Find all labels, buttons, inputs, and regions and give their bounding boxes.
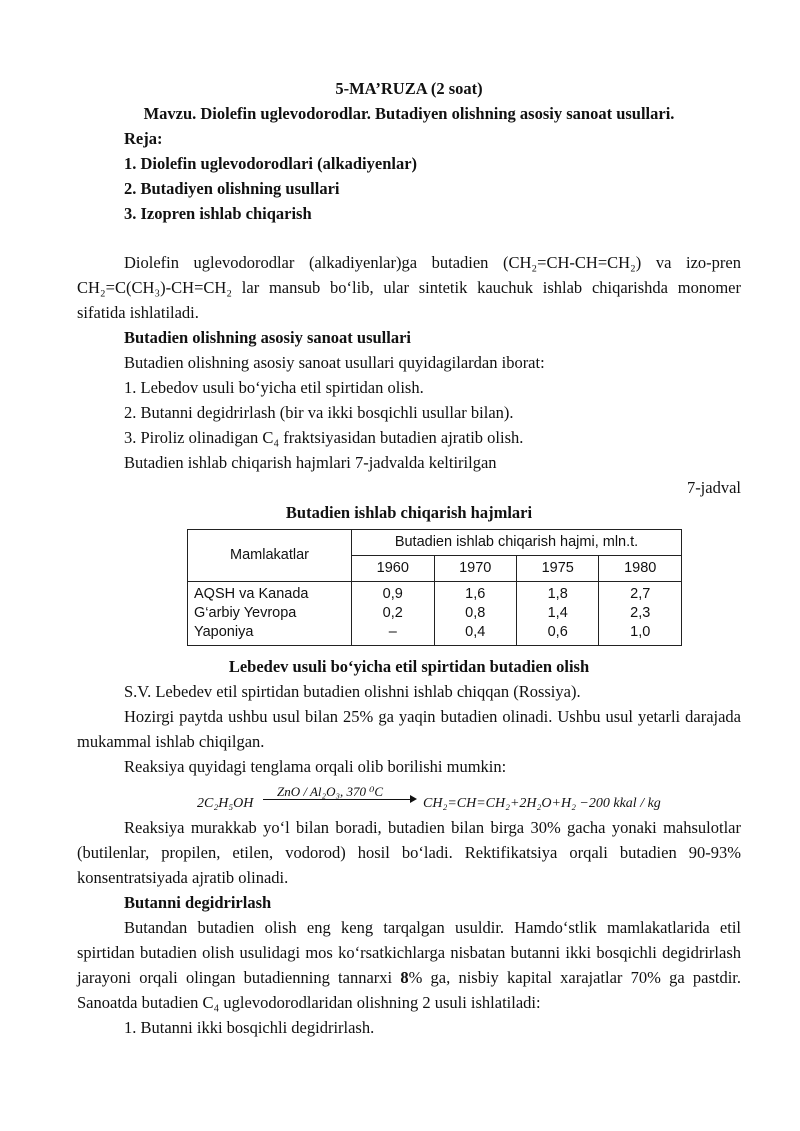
lebedev-heading: Lebedev usuli bo‘yicha etil spirtidan butadien olish [228, 657, 590, 676]
reaction-equation [77, 781, 741, 815]
equation-lhs: 2C₂H₅OH [197, 796, 254, 811]
plan-item: 1. Diolefin uglevodorodlari (alkadiyenlar) [124, 154, 418, 173]
method-item: 3. Piroliz olinadigan C₄ fraktsiyasidan butadien ajratib olish. [124, 428, 524, 447]
values-1960 [352, 582, 434, 646]
intro-paragraph: Diolefin uglevodorodlar (alkadiyenlar)ga butadien (CH₂=CH-CH=CH₂) va izo-pren CH₂=C(CH₃)-CH=CH₂ lar mansub bo‘lib, ular sintetik kauchuk ishlab chiqarishda monomer sifatida ishlatiladi. [77, 253, 741, 322]
lebedev-paragraph: Hozirgi paytda ushbu usul bilan 25% ga yaqin butadien olinadi. Ushbu usul yetarli darajada mukammal ishlab chiqilgan. [77, 707, 741, 751]
country-name: AQSH va Kanada [194, 586, 309, 602]
butane-bold-value: 8 [400, 968, 409, 987]
header-country: Mamlakatlar [188, 530, 352, 582]
lebedev-paragraph: Reaksiya quyidagi tenglama orqali olib borilishi mumkin: [124, 757, 507, 776]
value-cell: 1,6 [465, 586, 486, 602]
header-volume-text: Butadien ishlab chiqarish hajmi, mln.t. [394, 534, 639, 550]
reaction-arrow-icon [263, 799, 415, 800]
methods-lead: Butadien olishning asosiy sanoat usullari quyidagilardan iborat: [124, 353, 545, 372]
table-caption: Butadien ishlab chiqarish hajmlari [285, 503, 533, 522]
table-reference: Butadien ishlab chiqarish hajmlari 7-jadvalda keltirilgan [124, 453, 497, 472]
value-cell: 0,8 [465, 605, 486, 621]
method-item: 2. Butanni degidrirlash (bir va ikki bosqichli usullar bilan). [124, 403, 514, 422]
butane-text: % ga, nisbiy kapital xarajatlar 70% ga pastdir. Sanoatda butadien C₄ uglevodorodlaridan olishning 2 usuli ishlatiladi: [77, 968, 741, 1012]
plan-label: Reja: [124, 129, 163, 148]
year-cell: 1975 [516, 556, 598, 582]
lebedev-paragraph: S.V. Lebedev etil spirtidan butadien olishni ishlab chiqqan (Rossiya). [124, 682, 581, 701]
butane-heading: Butanni degidrirlash [124, 893, 272, 912]
plan-item: 2. Butadiyen olishning usullari [124, 179, 340, 198]
year-cell: 1980 [599, 556, 682, 582]
value-cell: 0,6 [547, 624, 568, 640]
equation-condition: ZnO / Al₂O₃, 370 ⁰C [277, 784, 384, 799]
header-volume [352, 530, 682, 556]
value-cell: 0,9 [382, 586, 403, 602]
year-cell: 1960 [352, 556, 434, 582]
value-cell: 0,4 [465, 624, 486, 640]
butane-item: 1. Butanni ikki bosqichli degidrirlash. [124, 1018, 375, 1037]
values-1980 [599, 582, 682, 646]
values-1970 [434, 582, 516, 646]
year-cell: 1970 [434, 556, 516, 582]
equation-rhs: CH₂=CH=CH₂+2H₂O+H₂ −200 kkal / kg [423, 796, 661, 811]
value-cell: 1,0 [630, 624, 651, 640]
value-cell: – [388, 624, 397, 640]
butane-paragraph [77, 915, 741, 1015]
values-1975 [516, 582, 598, 646]
value-cell: 1,8 [547, 586, 568, 602]
country-name: G‘arbiy Yevropa [194, 605, 297, 621]
methods-heading: Butadien olishning asosiy sanoat usullari [124, 328, 412, 347]
country-name: Yaponiya [194, 624, 254, 640]
table-number: 7-jadval [686, 478, 741, 497]
butane-text: Butandan butadien olish eng keng tarqalgan usuldir. Hamdo‘stlik mamlakatlarida etil spirtidan butadien olish usulidagi mos ko‘rsatkichlarga nisbatan butanni ikki bosqichli degidrirlash jarayoni orqali olingan butadienning tannarxi [77, 918, 741, 987]
value-cell: 2,7 [630, 586, 651, 602]
topic-heading: Mavzu. Diolefin uglevodorodlar. Butadiyen olishning asosiy sanoat usullari. [143, 104, 675, 123]
lecture-title: 5-MA’RUZA (2 soat) [335, 79, 483, 98]
value-cell: 0,2 [382, 605, 403, 621]
plan-item: 3. Izopren ishlab chiqarish [124, 204, 312, 223]
value-cell: 2,3 [630, 605, 651, 621]
production-table [187, 529, 682, 646]
lebedev-paragraph: Reaksiya murakkab yo‘l bilan boradi, butadien bilan birga 30% gacha yonaki mahsulotlar (butilenlar, propilen, etilen, vodorod) hosil bo‘ladi. Rektifikatsiya orqali butadien 90-93% konsentratsiyada ajratib olinadi. [77, 818, 741, 887]
method-item: 1. Lebedov usuli bo‘yicha etil spirtidan olish. [124, 378, 424, 397]
value-cell: 1,4 [547, 605, 568, 621]
country-column [188, 582, 352, 646]
document-page [77, 76, 741, 1040]
